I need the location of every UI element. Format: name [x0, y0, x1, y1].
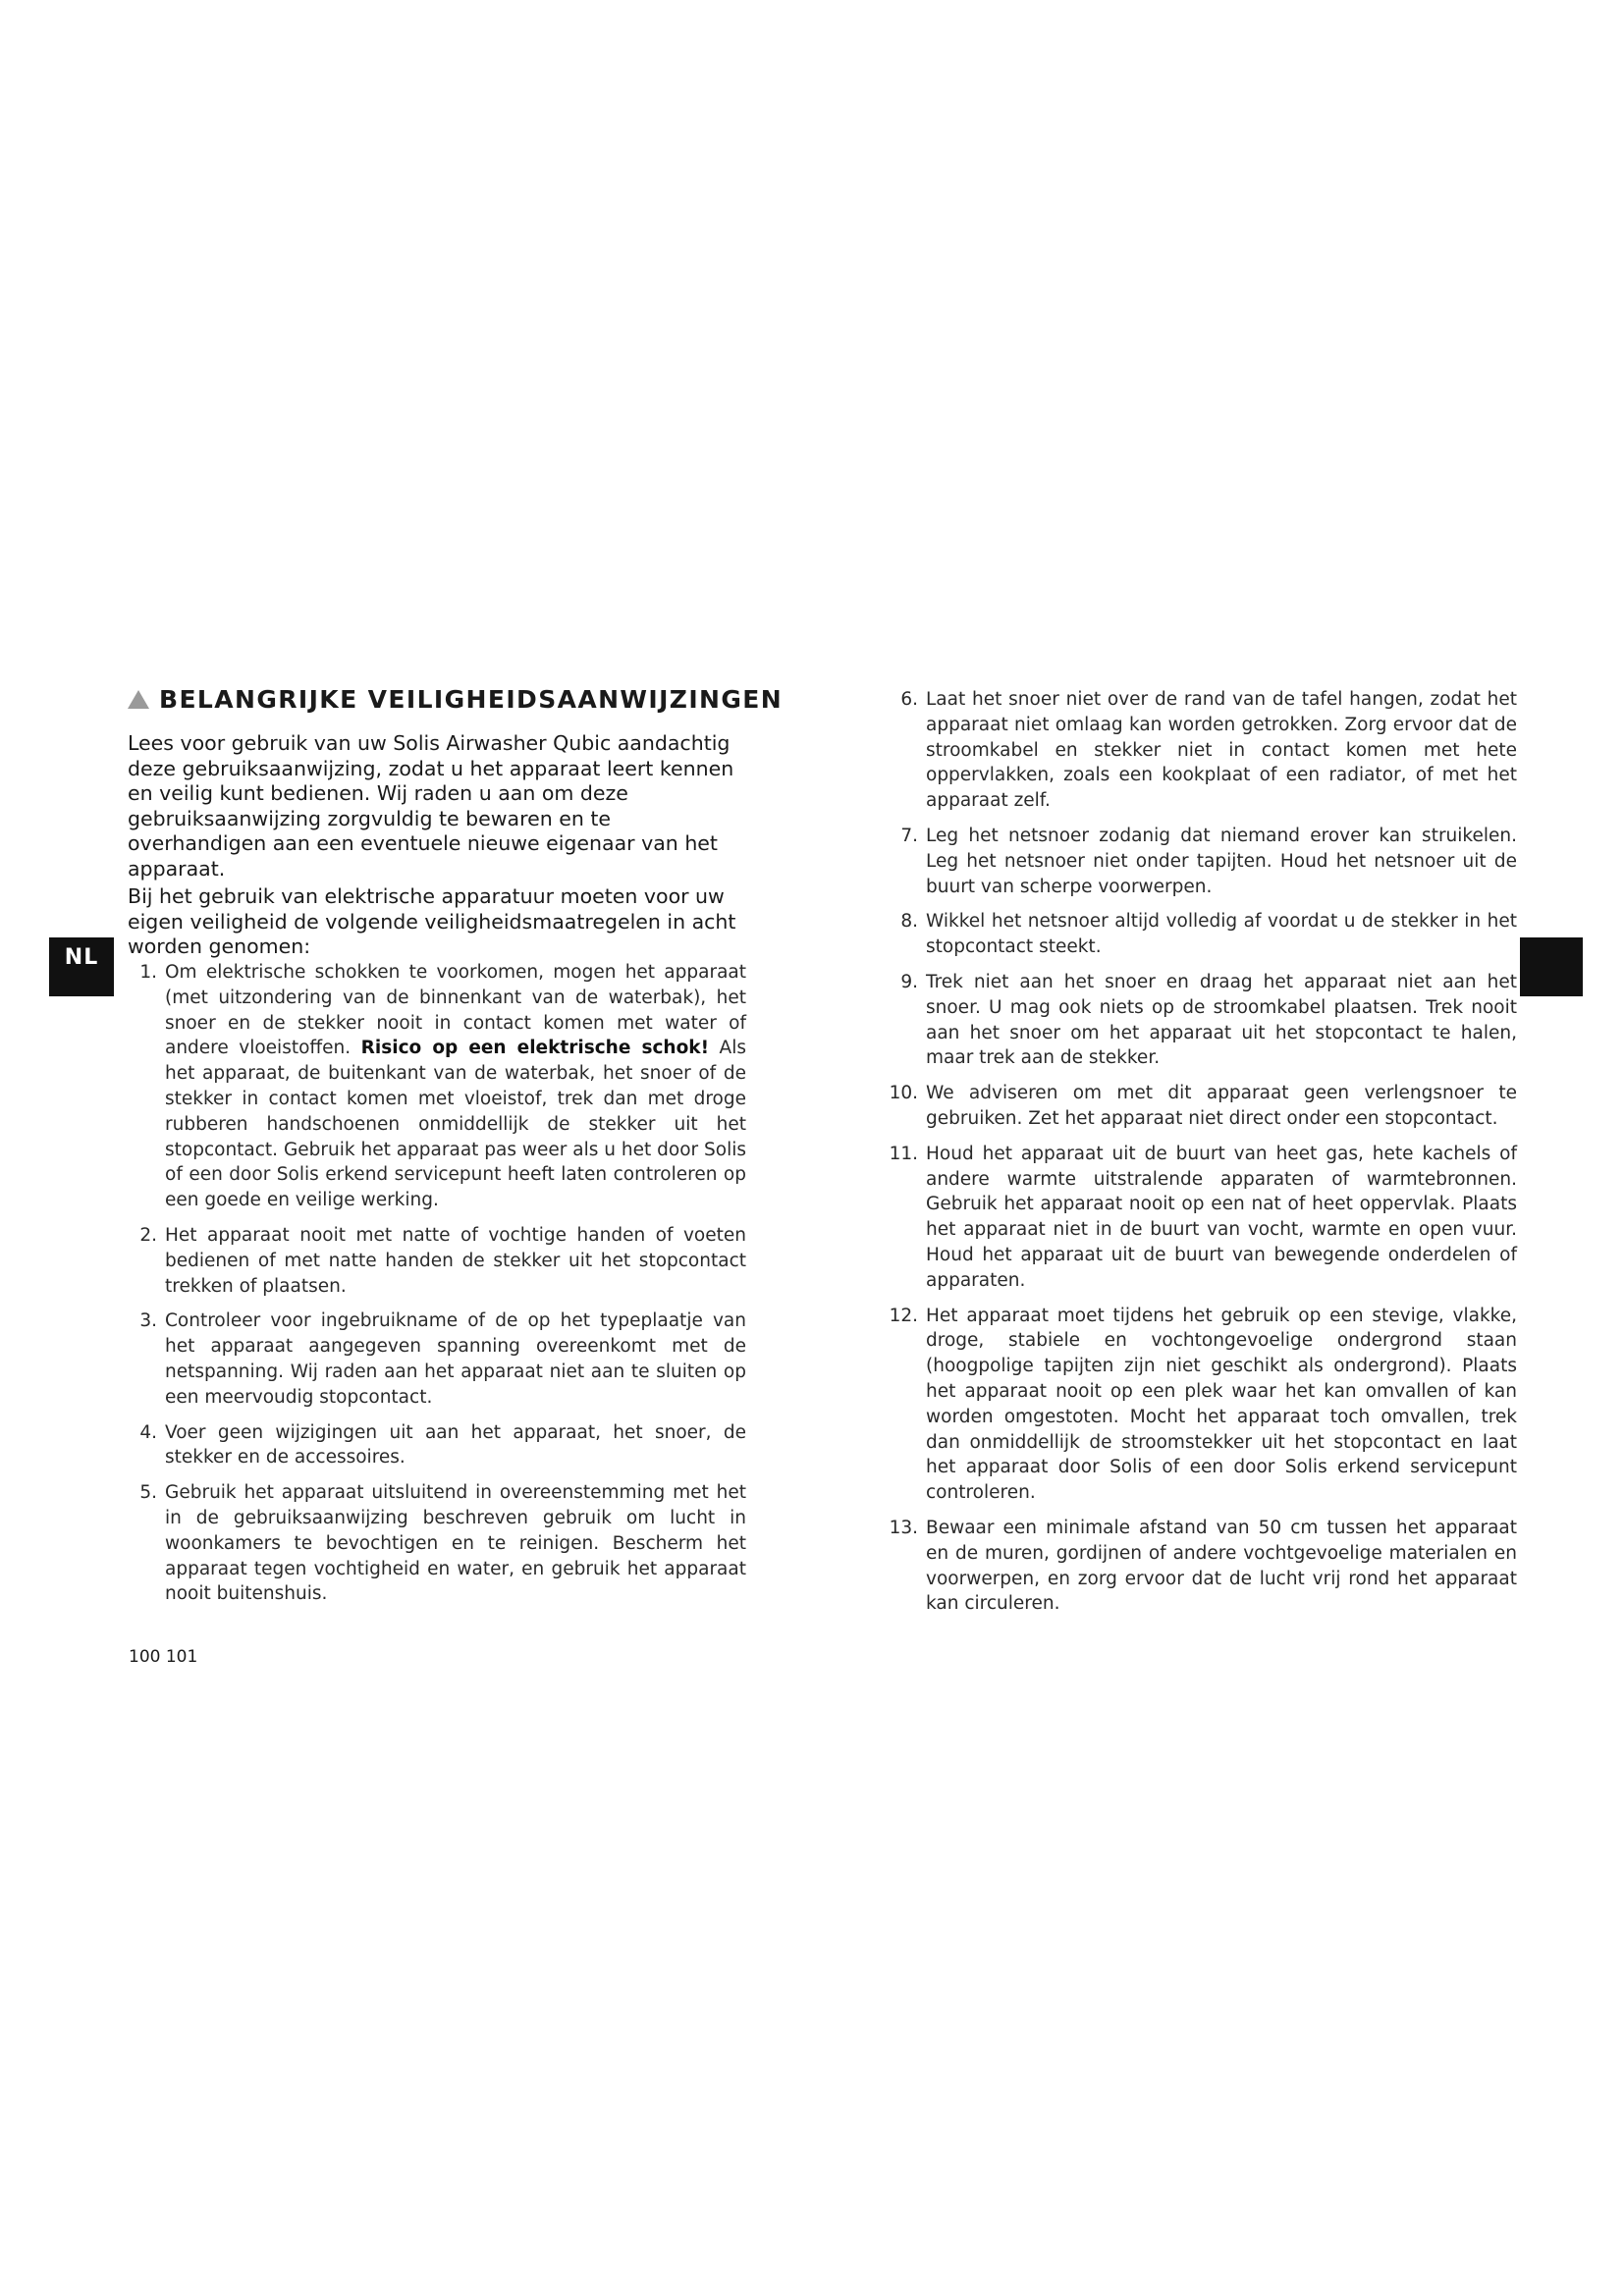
item-number: 5.: [139, 1482, 157, 1504]
item-text: Wikkel het netsnoer altijd volledig af voordat u de stekker in het stopcontact steekt.: [926, 911, 1517, 958]
list-item: [889, 909, 1517, 960]
item-number: 1.: [139, 962, 157, 983]
list-item: [889, 1081, 1517, 1132]
list-item: [889, 824, 1517, 899]
item-text: Controleer voor ingebruikname of de op het typeplaatje van het apparaat aangegeven spanning overeenkomt met de netspanning. Wij raden aan het apparaat niet aan te sluiten op een meervoudig stopcontact.: [165, 1310, 746, 1408]
intro-paragraph-2: Bij het gebruik van elektrische apparatuur moeten voor uw eigen veiligheid de volgende veiligheidsmaatregelen in acht worden genomen:: [128, 884, 736, 958]
language-tab: NL: [49, 937, 114, 996]
item-text: Bewaar een minimale afstand van 50 cm tussen het apparaat en de muren, gordijnen of andere vochtgevoelige materialen en voorwerpen, en zorg ervoor dat de lucht vrij rond het apparaat kan circuleren.: [926, 1517, 1517, 1615]
intro-paragraph-1: Lees voor gebruik van uw Solis Airwasher Qubic aandachtig deze gebruiksaanwijzing, zodat u het apparaat leert kennen en veilig kunt bedienen. Wij raden u aan om deze gebruiksaanwijzing zorgvuldig te bewaren en te overhandigen aan een eventuele nieuwe eigenaar van het apparaat.: [128, 731, 734, 881]
list-item: [889, 1304, 1517, 1506]
warning-triangle-icon: [128, 690, 149, 709]
item-text: Voer geen wijzigingen uit aan het apparaat, het snoer, de stekker en de accessoires.: [165, 1421, 746, 1468]
item-number: 6.: [900, 689, 918, 710]
list-item: [128, 1223, 746, 1299]
section-heading: [128, 685, 784, 714]
item-text: Leg het netsnoer zodanig dat niemand erover kan struikelen. Leg het netsnoer niet onder tapijten. Houd het netsnoer uit de buurt van scherpe voorwerpen.: [926, 825, 1517, 897]
item-text: Houd het apparaat uit de buurt van heet gas, hete kachels of andere warmte uitstralende apparaten of warmtebronnen. Gebruik het apparaat nooit op een nat of heet oppervlak. Plaats het apparaat niet in de buurt van vocht, warmte en open vuur. Houd het apparaat uit de buurt van bewegende onderdelen of apparaten.: [926, 1143, 1517, 1291]
list-item: [889, 687, 1517, 814]
item-number: 2.: [139, 1224, 157, 1246]
item-text: Het apparaat nooit met natte of vochtige handen of voeten bedienen of met natte handen de stekker uit het stopcontact trekken of plaatsen.: [165, 1224, 746, 1297]
item-number: 7.: [900, 825, 918, 846]
list-item: [128, 1480, 746, 1607]
list-item: [128, 1420, 746, 1471]
item-number: 10.: [889, 1083, 918, 1104]
item-number: 12.: [889, 1305, 918, 1326]
item-number: 11.: [889, 1143, 918, 1164]
item-number: 13.: [889, 1517, 918, 1538]
item-warning-text: Risico op een elektrische schok!: [360, 1038, 710, 1059]
list-item: [889, 1142, 1517, 1294]
side-tab-marker: [1520, 937, 1583, 996]
item-text: Het apparaat moet tijdens het gebruik op een stevige, vlakke, droge, stabiele en vochtongevoelige ondergrond staan (hoogpolige tapijten zijn niet geschikt als ondergrond). Plaats het apparaat nooit op een plek waar het kan omvallen of kan worden omgestoten. Mocht het apparaat toch omvallen, trek dan onmiddellijk de stroomstekker uit het stopcontact en laat het apparaat door Solis of een door Solis erkend servicepunt controleren.: [926, 1305, 1517, 1504]
item-text: We adviseren om met dit apparaat geen verlengsnoer te gebruiken. Zet het apparaat niet direct onder een stopcontact.: [926, 1083, 1517, 1129]
item-text: Als het apparaat, de buitenkant van de waterbak, het snoer of de stekker in contact komen met vloeistof, trek dan met droge rubberen handschoenen onmiddellijk de stekker uit het stopcontact. Gebruik het apparaat pas weer als u het door Solis of een door Solis erkend servicepunt heeft laten controleren op een goede en veilige werking.: [165, 1038, 746, 1211]
item-text: Om elektrische schokken te voorkomen, mogen het apparaat (met uitzondering van de binnenkant van de waterbak), het snoer en de stekker nooit in contact komen met water of andere vloeistoffen.: [165, 962, 746, 1059]
page-number: 100 101: [129, 1647, 198, 1667]
item-text: Trek niet aan het snoer en draag het apparaat niet aan het snoer. U mag ook niets op de stroomkabel plaatsen. Trek nooit aan het snoer om het apparaat uit het stopcontact te halen, maar trek aan de stekker.: [926, 971, 1517, 1069]
list-item: [128, 1308, 746, 1410]
list-item: [128, 960, 746, 1213]
list-item: [889, 1516, 1517, 1617]
safety-list-right: [889, 687, 1517, 1627]
safety-list-left: [128, 960, 746, 1617]
section-heading-text: BELANGRIJKE VEILIGHEIDSAANWIJZINGEN: [159, 685, 784, 714]
item-text: Laat het snoer niet over de rand van de tafel hangen, zodat het apparaat niet omlaag kan worden getrokken. Zorg ervoor dat de stroomkabel en stekker niet in contact komen met hete oppervlakken, zoals een kookplaat of een radiator, of met het apparaat zelf.: [926, 689, 1517, 812]
list-item: [889, 970, 1517, 1071]
item-text: Gebruik het apparaat uitsluitend in overeenstemming met het in de gebruiksaanwijzing beschreven gebruik om lucht in woonkamers te bevochtigen en te reinigen. Bescherm het apparaat tegen vochtigheid en water, en gebruik het apparaat nooit buitenshuis.: [165, 1482, 746, 1605]
item-number: 4.: [139, 1421, 157, 1443]
item-number: 8.: [900, 911, 918, 933]
item-number: 9.: [900, 971, 918, 992]
item-number: 3.: [139, 1310, 157, 1332]
